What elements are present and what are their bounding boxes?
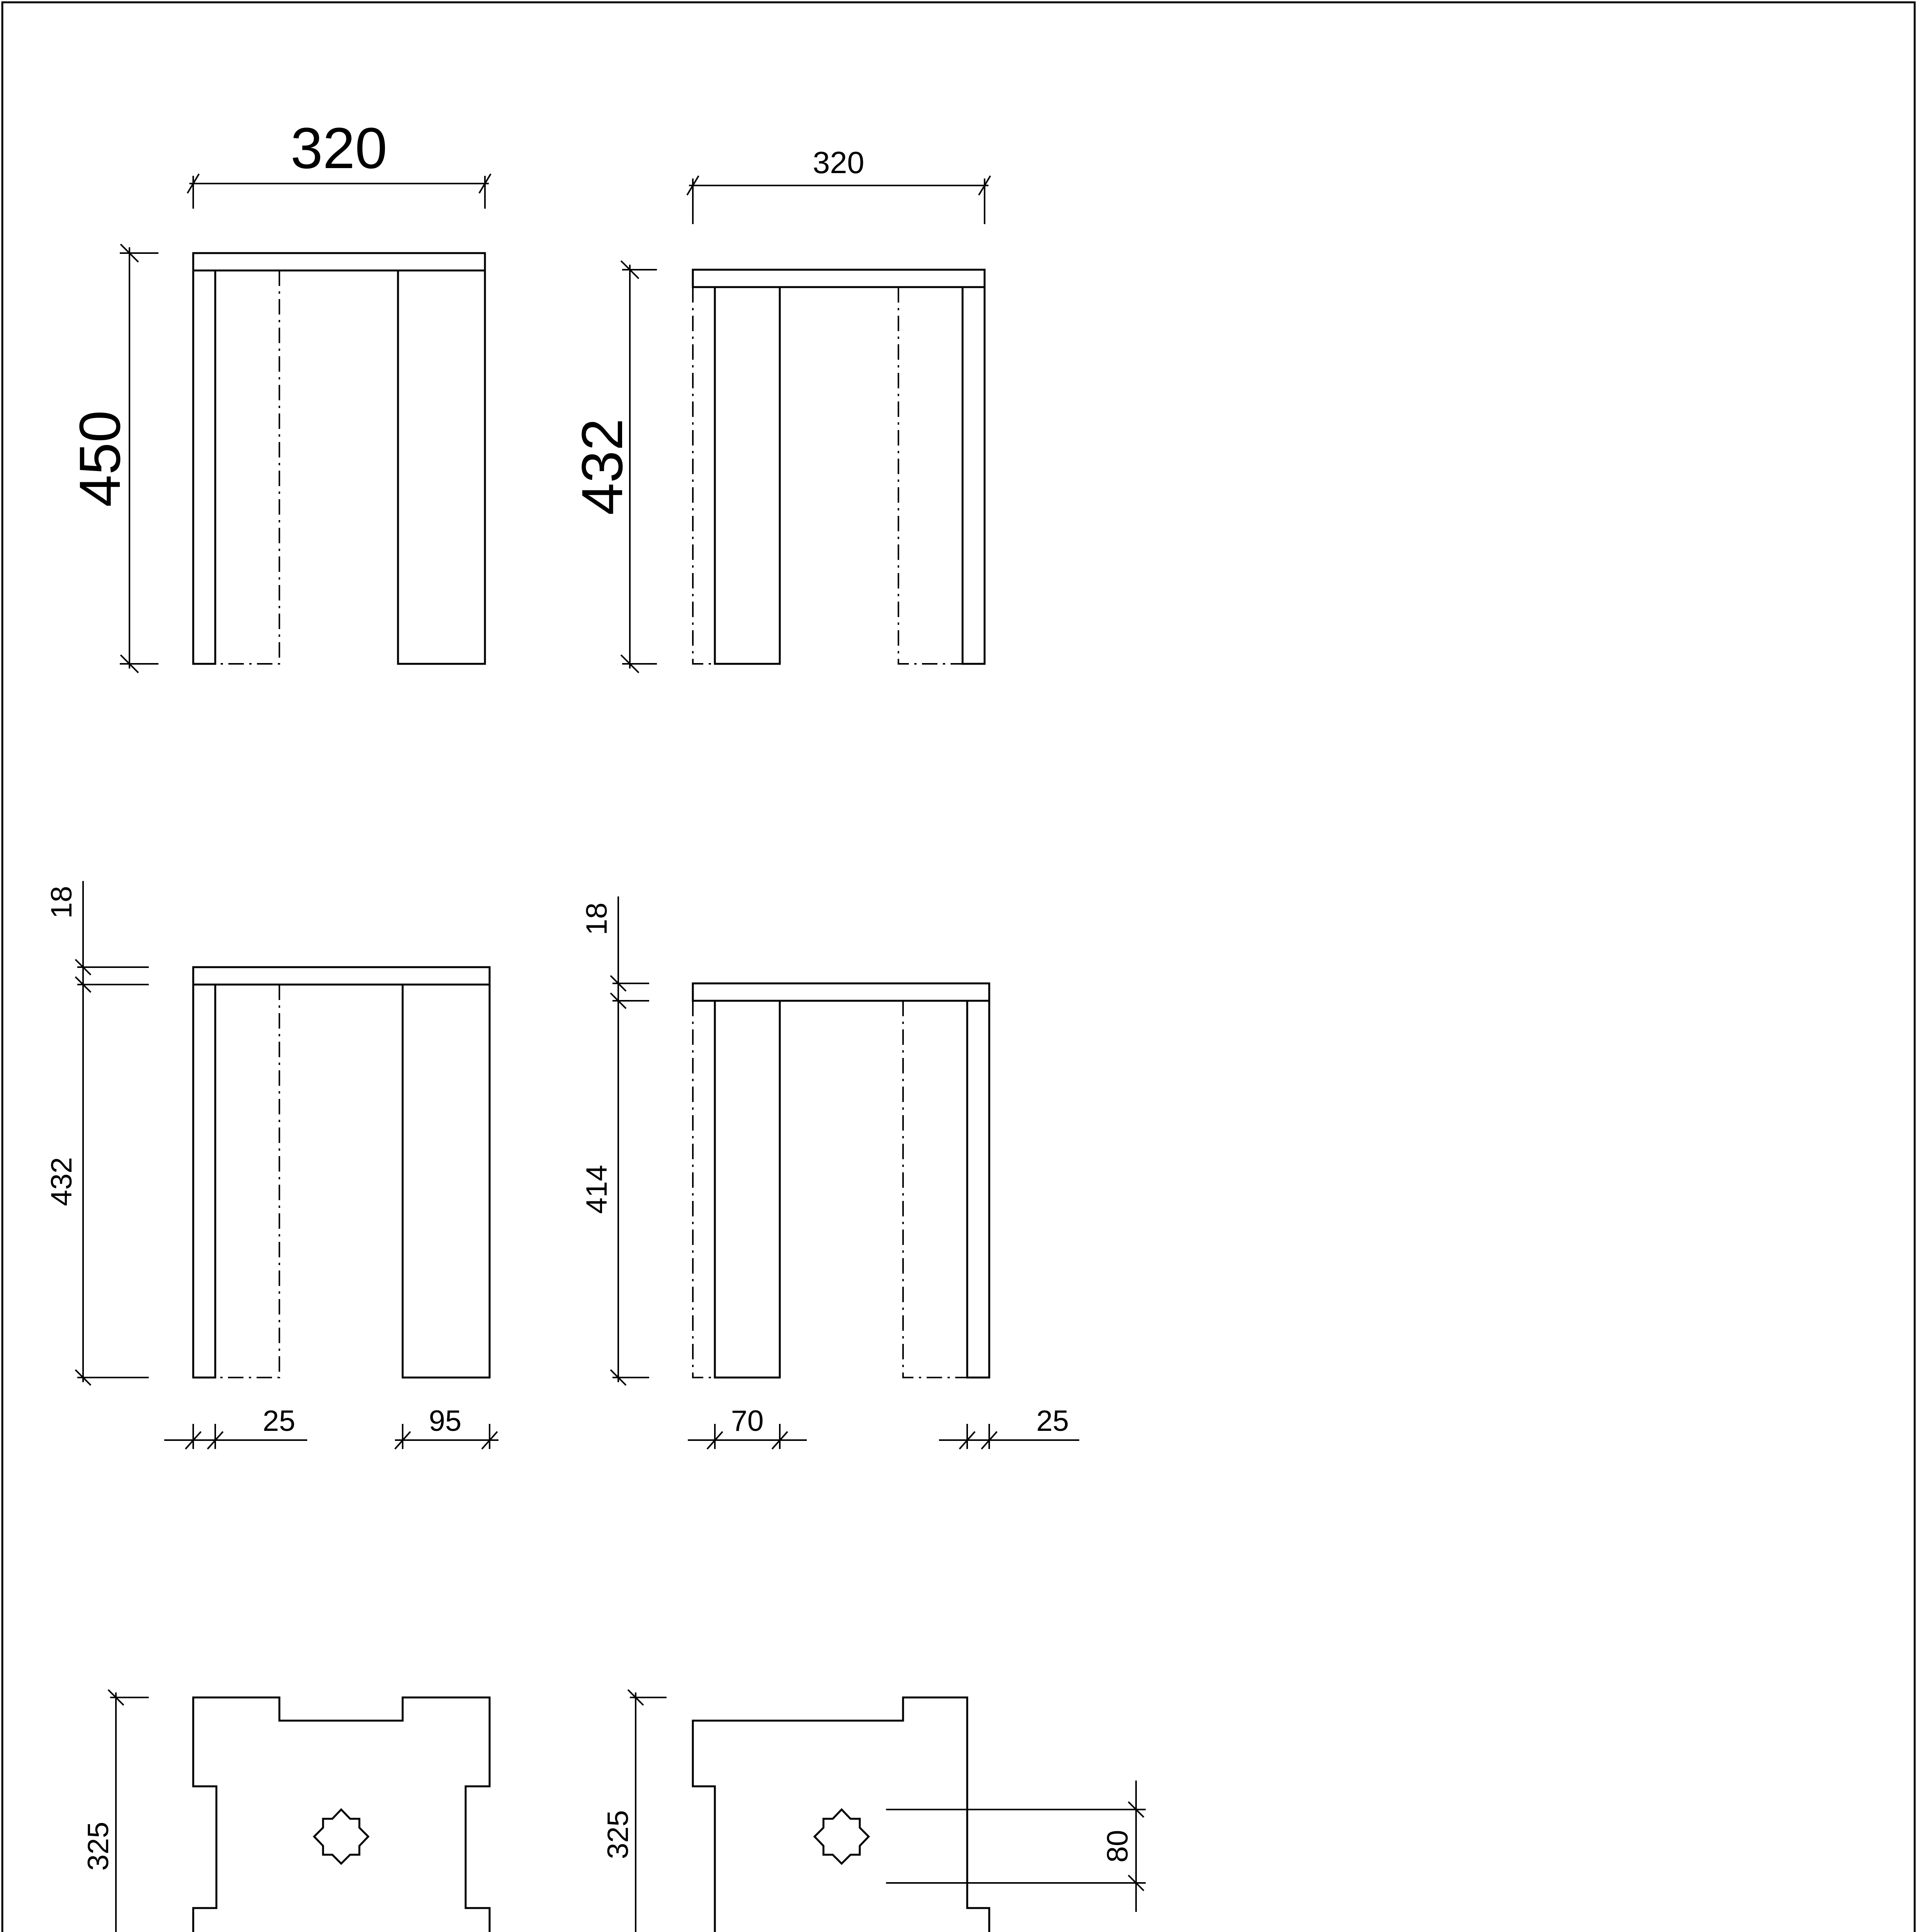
- right-leg: [398, 270, 485, 664]
- hidden-leg-edge: [215, 270, 279, 664]
- leg-cross-section: [193, 1697, 490, 1932]
- plan-view-left: [82, 1690, 490, 1932]
- left-leg: [193, 270, 215, 664]
- dimension-label-bottom-left: 25: [262, 1405, 296, 1437]
- right-leg: [403, 985, 490, 1378]
- dimension-label-height: 432: [45, 1157, 78, 1206]
- seat-board: [693, 270, 985, 287]
- dimension-label-bottom-right: 25: [1036, 1405, 1069, 1437]
- seat-board: [193, 253, 485, 270]
- left-leg: [193, 985, 215, 1378]
- dimension-label-seat: 18: [580, 902, 613, 935]
- hidden-leg-edge: [903, 1001, 967, 1378]
- plan-view-right: [602, 1690, 1146, 1932]
- front-view-middle: [45, 881, 498, 1449]
- dimension-label-height: 325: [602, 1810, 634, 1859]
- hidden-leg-edge: [898, 287, 963, 664]
- hidden-leg-edge: [693, 287, 715, 664]
- dimension-label-height: 414: [580, 1165, 613, 1214]
- center-cross-cutout: [815, 1810, 869, 1864]
- hidden-leg-edge: [215, 985, 279, 1378]
- dimension-label-seat: 18: [45, 886, 78, 919]
- front-view-upper: [67, 116, 491, 673]
- dimension-label-height: 432: [570, 418, 634, 515]
- dimension-label-height: 450: [67, 410, 132, 507]
- side-view-upper: [570, 145, 990, 673]
- hidden-leg-edge: [693, 1001, 715, 1378]
- front-leg: [715, 287, 780, 664]
- front-leg: [715, 1001, 780, 1378]
- dimension-label-width: 320: [813, 145, 864, 180]
- dimension-label-bottom-right: 95: [429, 1405, 462, 1437]
- back-leg: [963, 287, 985, 664]
- seat-board: [193, 967, 490, 985]
- back-leg: [967, 1001, 989, 1378]
- side-view-middle: [580, 896, 1079, 1449]
- center-cross-cutout: [314, 1810, 368, 1864]
- seat-board: [693, 983, 989, 1001]
- dimension-label-width: 320: [290, 116, 388, 180]
- dimension-label-bottom-left: 70: [731, 1405, 764, 1437]
- leg-cross-section: [693, 1697, 989, 1932]
- dimension-label-slot: 80: [1101, 1830, 1134, 1863]
- dimension-label-height: 325: [82, 1821, 115, 1871]
